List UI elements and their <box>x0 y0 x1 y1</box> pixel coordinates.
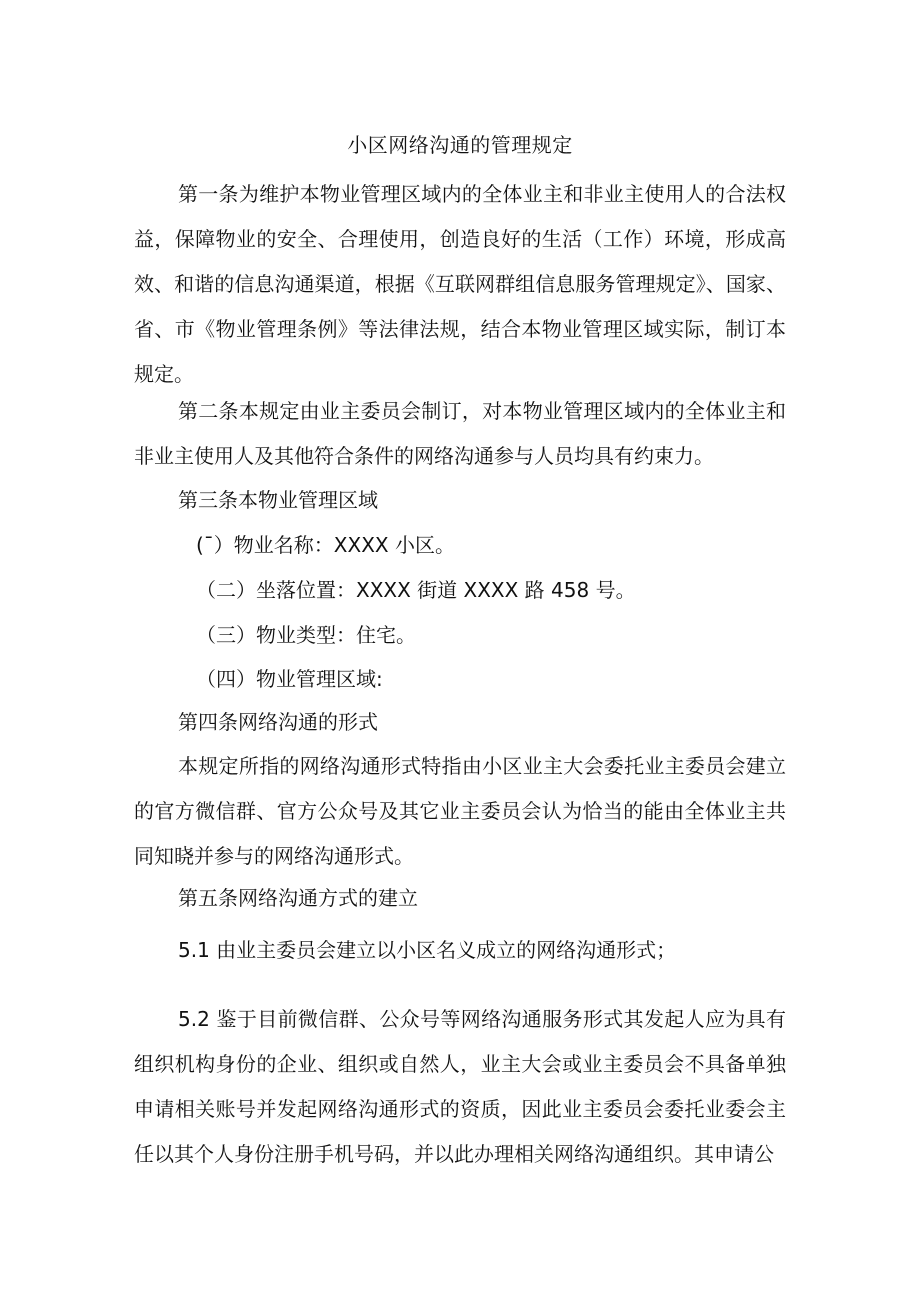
article-3-item-4: （四）物业管理区域: <box>196 667 383 691</box>
clause-5-1: 5.1 由业主委员会建立以小区名义成立的网络沟通形式； <box>178 938 677 962</box>
article-4-paragraph: 本规定所指的网络沟通形式特指由小区业主大会委托业主委员会建立的官方微信群、官方公众号及其它业主委员会认为恰当的能由全体业主共同知晓并参与的网络沟通形式。 <box>134 754 786 868</box>
article-3-item-3: （三）物业类型：住宅。 <box>196 623 416 647</box>
article-1-paragraph: 第一条为维护本物业管理区域内的全体业主和非业主使用人的合法权益，保障物业的安全、合理使用，创造良好的生活（工作）环境，形成高效、和谐的信息沟通渠道，根据《互联网群组信息服务管理规定》、国家、省、市《物业管理条例》等法律法规，结合本物业管理区域实际，制订本规定。 <box>134 182 786 386</box>
article-3-item-2: （二）坐落位置：XXXX 街道 XXXX 路 458 号。 <box>196 578 636 602</box>
clause-5-2-paragraph: 5.2 鉴于目前微信群、公众号等网络沟通服务形式其发起人应为具有组织机构身份的企业、组织或自然人，业主大会或业主委员会不具备单独申请相关账号并发起网络沟通形式的资质，因此业主委员会委托业委会主任以其个人身份注册手机号码，并以此办理相关网络沟通组织。其申请公 <box>134 1007 786 1166</box>
document-title: 小区网络沟通的管理规定 <box>347 133 573 157</box>
article-2-paragraph: 第二条本规定由业主委员会制订，对本物业管理区域内的全体业主和非业主使用人及其他符合条件的网络沟通参与人员均具有约束力。 <box>134 399 786 468</box>
article-3-item-1: (¯）物业名称：XXXX 小区。 <box>196 533 455 557</box>
article-3-heading: 第三条本物业管理区域 <box>178 488 378 512</box>
article-5-heading: 第五条网络沟通方式的建立 <box>178 886 418 910</box>
article-4-heading: 第四条网络沟通的形式 <box>178 710 378 734</box>
